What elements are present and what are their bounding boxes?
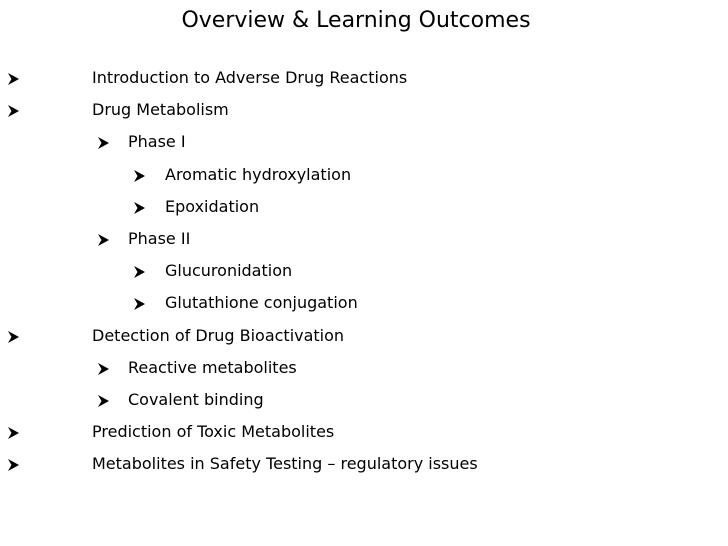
outline-item-level-2: [0, 159, 728, 191]
outline-item-level-0: [0, 320, 728, 352]
arrowhead-bullet-icon: [8, 73, 19, 85]
outline-item-label: Detection of Drug Bioactivation: [92, 325, 345, 345]
arrowhead-bullet-icon: [134, 202, 145, 214]
outline-item-label: Epoxidation: [165, 196, 260, 216]
arrowhead-bullet-icon: [8, 427, 19, 439]
arrowhead-bullet-icon: [98, 395, 109, 407]
arrowhead-bullet-icon: [98, 363, 109, 375]
outline-item-level-0: [0, 416, 728, 448]
outline-item-label: Introduction to Adverse Drug Reactions: [92, 68, 408, 87]
outline-item-level-2: [0, 191, 728, 223]
outline-item-level-2: [0, 255, 728, 287]
arrowhead-bullet-icon: [98, 137, 109, 149]
outline-item-level-0: [0, 94, 728, 126]
outline-item-label: Prediction of Toxic Metabolites: [92, 422, 335, 442]
learning-outcomes-list: [0, 62, 728, 480]
outline-item-level-1: [0, 384, 728, 416]
outline-item-label: Phase II: [128, 228, 191, 248]
arrowhead-bullet-icon: [134, 170, 145, 182]
arrowhead-bullet-icon: [98, 234, 109, 246]
outline-item-level-1: [0, 223, 728, 255]
outline-item-label: Reactive metabolites: [128, 357, 297, 377]
outline-item-level-1: [0, 126, 728, 158]
outline-item-level-0: [0, 62, 728, 94]
outline-item-label: Glucuronidation: [165, 261, 293, 281]
outline-item-label: Aromatic hydroxylation: [165, 164, 352, 184]
outline-item-label: Covalent binding: [128, 389, 264, 409]
outline-item-label: Glutathione conjugation: [165, 293, 358, 313]
outline-item-level-1: [0, 352, 728, 384]
arrowhead-bullet-icon: [8, 105, 19, 117]
outline-item-label: Metabolites in Safety Testing – regulatory issues: [92, 454, 478, 474]
outline-item-label: Phase I: [128, 132, 186, 152]
slide-title: Overview & Learning Outcomes: [181, 8, 531, 33]
arrowhead-bullet-icon: [8, 331, 19, 343]
arrowhead-bullet-icon: [134, 298, 145, 310]
outline-item-label: Drug Metabolism: [92, 100, 229, 120]
outline-item-level-2: [0, 287, 728, 319]
outline-item-level-0: [0, 448, 728, 480]
arrowhead-bullet-icon: [134, 266, 145, 278]
arrowhead-bullet-icon: [8, 459, 19, 471]
